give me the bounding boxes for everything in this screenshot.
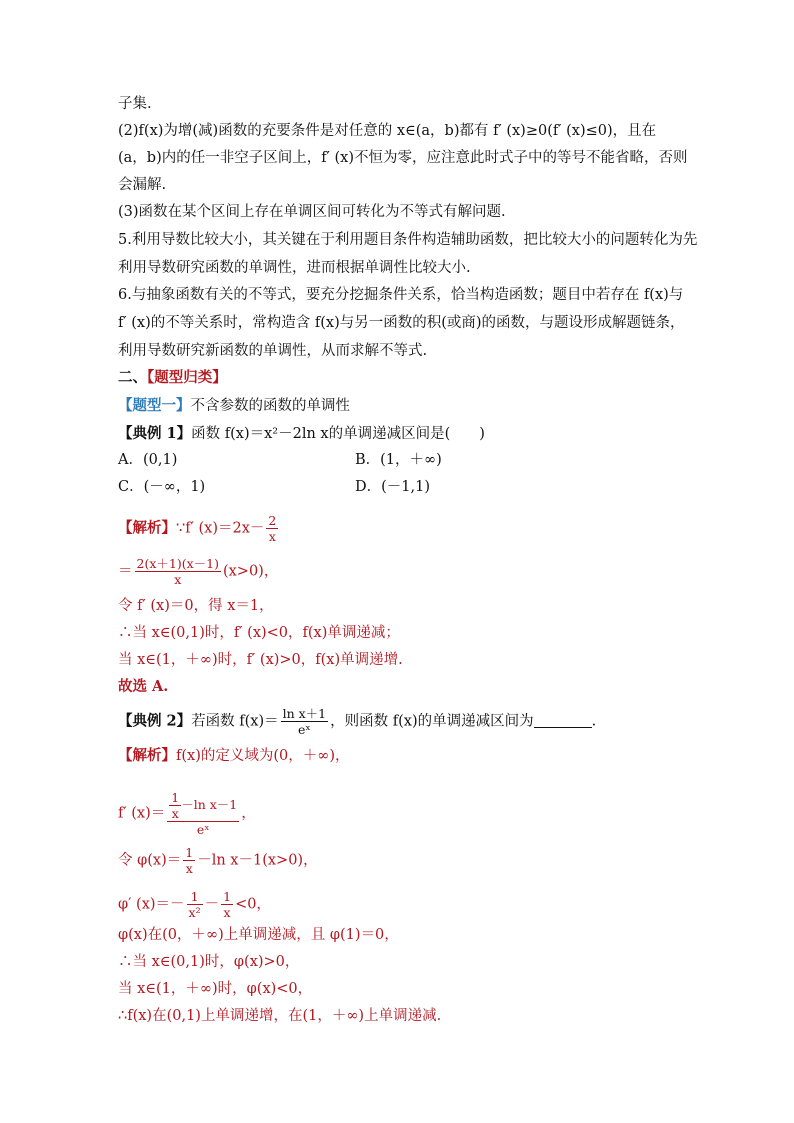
- ex2-solution-line-2: [118, 790, 256, 837]
- fraction: [183, 845, 195, 876]
- math-text: ，: [241, 805, 256, 822]
- ex2-solution-line-1: [118, 746, 349, 766]
- math-text: ，则函数 f(x)的单调递减区间为: [330, 713, 534, 730]
- section-prefix: 二、: [118, 369, 147, 386]
- fraction: [266, 513, 278, 544]
- math-text: φ′ (x)＝－: [118, 896, 185, 913]
- nested-fraction: [169, 790, 181, 821]
- fraction-numerator: 1: [171, 790, 180, 805]
- section-heading: [118, 368, 227, 388]
- example-2-stem: [118, 706, 596, 737]
- example-1-question: 函数 f(x)＝x²－2ln x的单调递减区间是( ): [191, 426, 485, 442]
- option-b: B．(1，＋∞): [355, 452, 442, 468]
- ex1-solution-line-1: [118, 513, 280, 544]
- text-line: 利用导数研究新函数的单调性，从而求解不等式.: [118, 343, 428, 359]
- type-tag: 【题型一】: [118, 397, 191, 414]
- ex2-solution-line-3: [118, 845, 318, 876]
- text-line: 5.利用导数比较大小，其关键在于利用题目条件构造辅助函数，把比较大小的问题转化为先: [118, 232, 698, 248]
- fraction-denominator: eˣ: [196, 822, 210, 837]
- option-a: A．(0,1): [118, 452, 178, 468]
- answer-blank: [534, 713, 592, 728]
- solution-tag: 【解析】: [118, 519, 176, 537]
- text-line: (a，b)内的任一非空子区间上，f′ (x)不恒为零，应注意此时式子中的等号不能省略，否则: [118, 150, 688, 166]
- ex1-answer: 故选 A.: [118, 678, 169, 695]
- math-text: －ln x－1: [181, 797, 238, 812]
- section-title: 【题型归类】: [147, 369, 227, 386]
- fraction: [281, 706, 329, 737]
- fraction-denominator: x²: [188, 905, 201, 920]
- fraction: [135, 556, 221, 587]
- math-text: －: [204, 896, 220, 913]
- math-text: (x>0)，: [222, 563, 279, 580]
- text-line: 子集.: [118, 96, 152, 112]
- fraction: [167, 790, 239, 837]
- fraction-numerator: 2: [268, 513, 277, 528]
- solution-tag: 【解析】: [118, 747, 176, 764]
- fraction-numerator: 2(x＋1)(x－1): [136, 556, 219, 571]
- example-1-stem: [118, 424, 485, 444]
- math-text: －ln x－1(x>0)，: [197, 852, 318, 869]
- math-text: 令 φ(x)＝: [118, 852, 182, 869]
- text-line: f′ (x)的不等关系时，常构造含 f(x)与另一函数的积(或商)的函数，与题设形成解题链条，: [118, 315, 685, 331]
- fraction-denominator: x: [223, 905, 231, 920]
- fraction-numerator: 1: [185, 845, 194, 860]
- option-c: C．(－∞，1): [118, 479, 206, 495]
- fraction-denominator: eˣ: [298, 722, 311, 737]
- fraction-denominator: x: [171, 806, 179, 821]
- fraction-denominator: x: [174, 572, 182, 587]
- math-text: f′ (x)＝: [118, 805, 166, 822]
- fraction-numerator: 1: [223, 889, 232, 904]
- math-text: <0，: [235, 896, 271, 913]
- ex1-solution-line-4: ∴当 x∈(0,1)时，f′ (x)<0，f(x)单调递减；: [118, 625, 400, 641]
- ex2-solution-line-6: ∴当 x∈(0,1)时，φ(x)>0，: [118, 954, 300, 970]
- type-title: 不含参数的函数的单调性: [190, 398, 350, 414]
- math-text: .: [591, 713, 597, 730]
- ex2-solution-line-8: ∴f(x)在(0,1)上单调递增，在(1，＋∞)上单调递减.: [118, 1008, 442, 1024]
- text-line: (2)f(x)为增(减)函数的充要条件是对任意的 x∈(a，b)都有 f′ (x)≥0(f′ (x)≤0)，且在: [118, 123, 657, 139]
- fraction: [221, 889, 233, 920]
- example-2-tag: 【典例 2】: [118, 712, 192, 730]
- ex1-solution-line-3: 令 f′ (x)＝0，得 x＝1，: [118, 598, 274, 614]
- math-text: ＝: [118, 563, 133, 580]
- ex2-solution-line-5: φ(x)在(0，＋∞)上单调递减，且 φ(1)＝0，: [118, 927, 399, 943]
- text-line: (3)函数在某个区间上存在单调区间可转化为不等式有解问题.: [118, 204, 506, 220]
- option-d: D．(－1,1): [355, 479, 430, 495]
- math-text: ∵f′ (x)＝2x－: [176, 520, 265, 537]
- ex2-solution-line-7: 当 x∈(1，＋∞)时，φ(x)<0，: [118, 981, 313, 997]
- math-text: f(x)的定义域为(0，＋∞)，: [176, 748, 350, 764]
- example-1-tag: 【典例 1】: [118, 425, 192, 442]
- fraction-numerator: 1: [187, 889, 203, 905]
- fraction-denominator: x: [185, 861, 193, 876]
- fraction-denominator: x: [268, 529, 276, 544]
- text-line: 6.与抽象函数有关的不等式，要充分挖掘条件关系，恰当构造函数；题目中若存在 f(x)与: [118, 287, 684, 303]
- text-line: 利用导数研究函数的单调性，进而根据单调性比较大小.: [118, 260, 471, 276]
- fraction: [187, 889, 203, 920]
- fraction-numerator: [167, 790, 239, 822]
- ex2-solution-line-4: [118, 889, 271, 920]
- math-text: 若函数 f(x)＝: [191, 713, 279, 730]
- text-line: 会漏解.: [118, 177, 167, 193]
- type-heading: [118, 396, 350, 416]
- ex1-solution-line-2: [118, 556, 278, 587]
- ex1-solution-line-5: 当 x∈(1，＋∞)时，f′ (x)>0，f(x)单调递增.: [118, 652, 403, 668]
- fraction-numerator: ln x＋1: [282, 706, 327, 721]
